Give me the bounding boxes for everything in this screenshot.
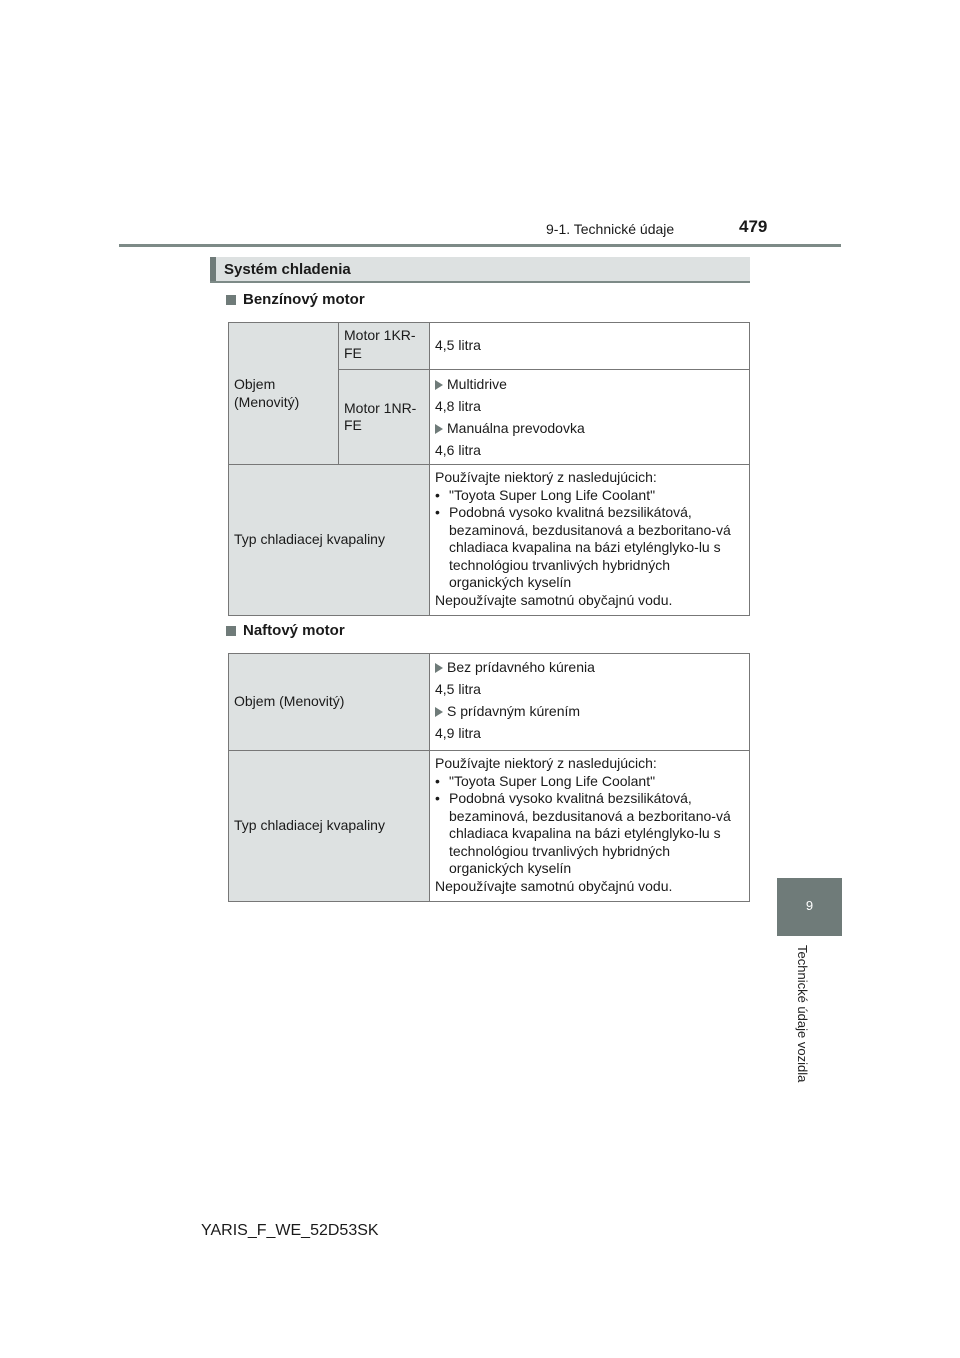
volume-value-cell — [430, 654, 750, 751]
table-row — [229, 751, 750, 902]
page-number: 479 — [739, 217, 768, 236]
volume-label-cell: Objem (Menovitý) — [229, 323, 339, 465]
volume-label-cell: Objem (Menovitý) — [229, 654, 430, 751]
option-value: 4,8 litra — [435, 397, 481, 414]
coolant-intro: Používajte niektorý z nasledujúcich: — [435, 469, 657, 485]
coolant-note: Nepoužívajte samotnú obyčajnú vodu. — [435, 877, 673, 894]
diesel-heading — [226, 622, 345, 639]
diesel-heading-text: Naftový motor — [243, 622, 345, 639]
option-row: Manuálna prevodovka — [435, 420, 744, 438]
chapter-number: 9 — [805, 898, 814, 913]
header-rule — [119, 244, 841, 247]
chapter-label: Technické údaje vozidla — [795, 945, 810, 1083]
option-row: Multidrive — [435, 376, 744, 394]
petrol-heading — [226, 291, 365, 308]
triangle-bullet-icon — [435, 424, 443, 434]
table-row — [229, 654, 750, 751]
coolant-bullet: • Podobná vysoko kvalitná bezsilikátová, bezaminová, bezdusitanová a bezboritano-vá chladiaca kvapalina na bázi etylénglyko-lu s technológiou trvanlivých hybridných organických kyselín — [435, 790, 731, 876]
triangle-bullet-icon — [435, 380, 443, 390]
coolant-bullet: • "Toyota Super Long Life Coolant" — [435, 772, 656, 789]
square-bullet-icon — [226, 295, 236, 305]
square-bullet-icon — [226, 626, 236, 636]
section-title-bar — [210, 257, 750, 283]
option-value: 4,6 litra — [435, 441, 481, 458]
option-row: Bez prídavného kúrenia — [435, 659, 744, 677]
header-section-title: 9-1. Technické údaje — [546, 221, 675, 237]
coolant-label-cell: Typ chladiacej kvapaliny — [229, 465, 430, 616]
option-value: 4,5 litra — [435, 680, 481, 697]
petrol-spec-table — [228, 322, 750, 616]
engine-1nr-label-cell: Motor 1NR-FE — [339, 370, 430, 465]
table-row — [229, 323, 750, 370]
section-title: Systém chladenia — [224, 261, 351, 278]
coolant-bullet: • "Toyota Super Long Life Coolant" — [435, 486, 656, 503]
section-marker — [210, 257, 216, 281]
table-row — [229, 465, 750, 616]
coolant-label-cell: Typ chladiacej kvapaliny — [229, 751, 430, 902]
option-value: 4,9 litra — [435, 724, 481, 741]
coolant-value-cell — [430, 465, 750, 616]
chapter-tab — [777, 878, 842, 936]
engine-1kr-label-cell: Motor 1KR-FE — [339, 323, 430, 370]
engine-1kr-value-cell: 4,5 litra — [430, 323, 750, 370]
coolant-note: Nepoužívajte samotnú obyčajnú vodu. — [435, 591, 673, 608]
triangle-bullet-icon — [435, 707, 443, 717]
footer-code: YARIS_F_WE_52D53SK — [201, 1222, 379, 1239]
coolant-intro: Používajte niektorý z nasledujúcich: — [435, 755, 657, 771]
petrol-heading-text: Benzínový motor — [243, 291, 365, 308]
diesel-spec-table — [228, 653, 750, 902]
triangle-bullet-icon — [435, 663, 443, 673]
coolant-bullet: • Podobná vysoko kvalitná bezsilikátová, bezaminová, bezdusitanová a bezboritano-vá chladiaca kvapalina na bázi etylénglyko-lu s technológiou trvanlivých hybridných organických kyselín — [435, 504, 731, 590]
engine-1nr-value-cell — [430, 370, 750, 465]
coolant-value-cell — [430, 751, 750, 902]
option-row: S prídavným kúrením — [435, 703, 744, 721]
